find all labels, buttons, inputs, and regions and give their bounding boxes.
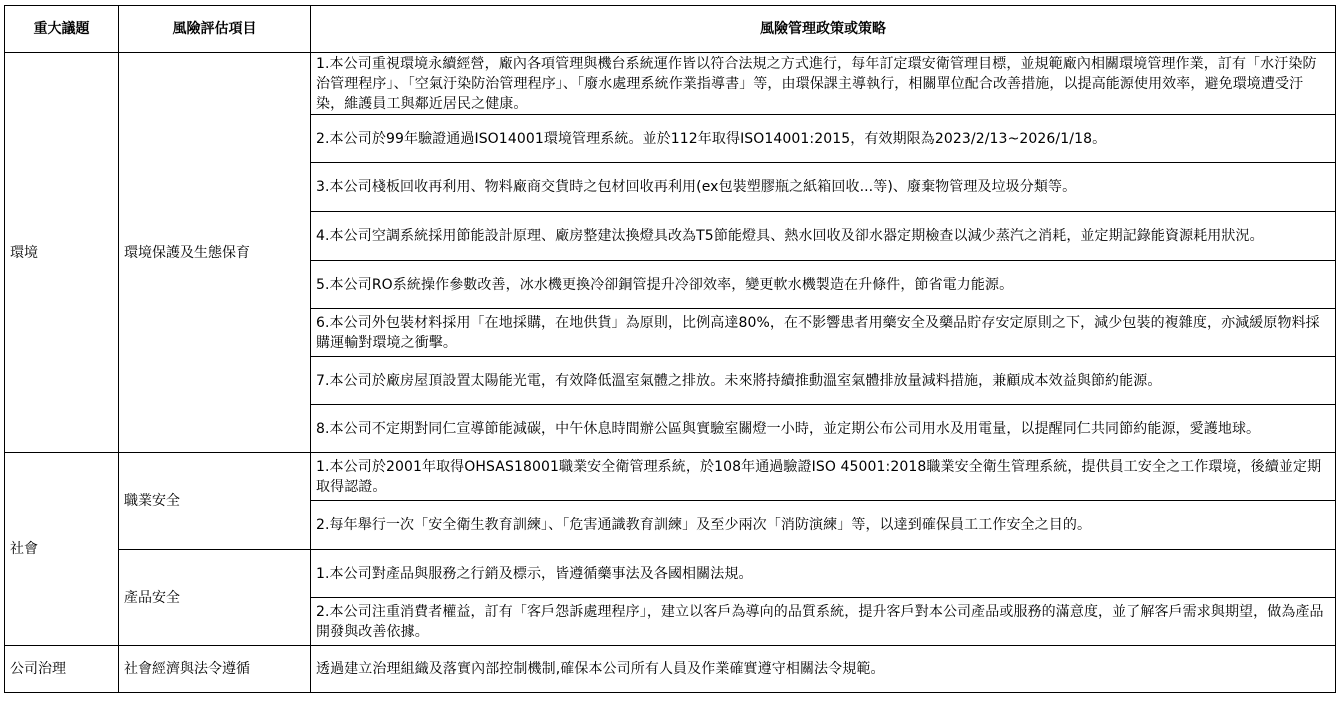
item-legal-compliance: 社會經濟與法令遵循 — [119, 646, 311, 693]
policy-cell: 1.本公司對產品與服務之行銷及標示，皆遵循藥事法及各國相關法規。 — [311, 550, 1336, 598]
policy-cell: 3.本公司棧板回收再利用、物料廠商交貨時之包材回收再利用(ex包裝塑膠瓶之紙箱回收...等)、廢棄物管理及垃圾分類等。 — [311, 163, 1336, 212]
risk-management-table — [4, 5, 1336, 693]
item-product-safety: 產品安全 — [119, 550, 311, 646]
policy-cell: 透過建立治理組織及落實內部控制機制,確保本公司所有人員及作業確實遵守相關法令規範。 — [311, 646, 1336, 693]
policy-cell: 2.本公司於99年驗證通過ISO14001環境管理系統。並於112年取得ISO14001:2015，有效期限為2023/2/13~2026/1/18。 — [311, 115, 1336, 163]
header-policy: 風險管理政策或策略 — [311, 6, 1336, 53]
header-assessment-item: 風險評估項目 — [119, 6, 311, 53]
item-environmental-protection: 環境保護及生態保育 — [119, 53, 311, 453]
policy-cell: 2.本公司注重消費者權益，訂有「客戶怨訴處理程序」，建立以客戶為導向的品質系統，提升客戶對本公司產品或服務的滿意度，並了解客戶需求與期望，做為產品開發與改善依據。 — [311, 598, 1336, 646]
policy-cell: 5.本公司RO系統操作參數改善，冰水機更換冷卻銅管提升冷卻效率，變更軟水機製造在升條件，節省電力能源。 — [311, 261, 1336, 309]
header-issue: 重大議題 — [5, 6, 119, 53]
table-row — [5, 550, 1336, 598]
policy-cell: 6.本公司外包裝材料採用「在地採購，在地供貨」為原則，比例高達80%，在不影響患者用藥安全及藥品貯存安定原則之下，減少包裝的複雜度，亦減緩原物料採購運輸對環境之衝擊。 — [311, 309, 1336, 357]
table-row — [5, 453, 1336, 501]
policy-cell: 1.本公司於2001年取得OHSAS18001職業安全衛管理系統，於108年通過驗證ISO 45001:2018職業安全衛生管理系統，提供員工安全之工作環境，後續並定期取得認證。 — [311, 453, 1336, 501]
issue-society: 社會 — [5, 453, 119, 646]
table-row — [5, 646, 1336, 693]
header-row — [5, 6, 1336, 53]
policy-cell: 4.本公司空調系統採用節能設計原理、廠房整建汰換燈具改為T5節能燈具、熱水回收及卻水器定期檢查以減少蒸汽之消耗，並定期記錄能資源耗用狀況。 — [311, 212, 1336, 261]
item-occupational-safety: 職業安全 — [119, 453, 311, 550]
table-row — [5, 53, 1336, 115]
issue-environment: 環境 — [5, 53, 119, 453]
issue-governance: 公司治理 — [5, 646, 119, 693]
policy-cell: 1.本公司重視環境永續經營，廠內各項管理與機台系統運作皆以符合法規之方式進行，每年訂定環安衛管理目標，並規範廠內相關環境管理作業，訂有「水汙染防治管理程序」、「空氣汙染防治管理程序」、「廢水處理系統作業指導書」等，由環保課主導執行，相關單位配合改善措施，以提高能源使用效率，避免環境遭受汙染，維護員工與鄰近居民之健康。 — [311, 53, 1336, 115]
policy-cell: 2.每年舉行一次「安全衛生教育訓練」、「危害通識教育訓練」及至少兩次「消防演練」等，以達到確保員工工作安全之目的。 — [311, 501, 1336, 550]
policy-cell: 7.本公司於廠房屋頂設置太陽能光電，有效降低溫室氣體之排放。未來將持續推動溫室氣體排放量減料措施，兼顧成本效益與節約能源。 — [311, 357, 1336, 405]
policy-cell: 8.本公司不定期對同仁宣導節能減碳，中午休息時間辦公區與實驗室關燈一小時，並定期公布公司用水及用電量，以提醒同仁共同節約能源，愛護地球。 — [311, 405, 1336, 453]
